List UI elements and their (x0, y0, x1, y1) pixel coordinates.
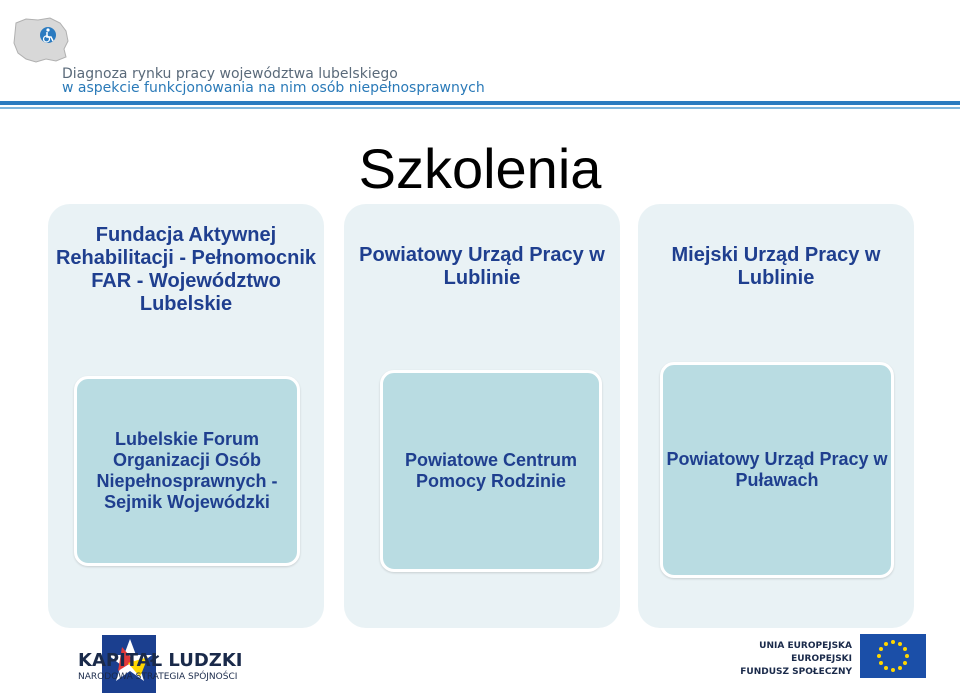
org-box: Lubelskie Forum Organizacji Osób Niepełnosprawnych - Sejmik Wojewódzki (74, 376, 300, 566)
header-title-line2: w aspekcie funkcjonowania na nim osób niepełnosprawnych (62, 80, 485, 96)
eu-line1: UNIA EUROPEJSKA (759, 641, 852, 651)
org-box: Powiatowy Urząd Pracy w Puławach (660, 362, 894, 578)
column-heading: Fundacja Aktywnej Rehabilitacji - Pełnomocnik FAR - Województwo Lubelskie (55, 224, 317, 315)
eu-text (740, 640, 852, 679)
poland-map-wheelchair-icon (10, 15, 74, 65)
kapital-ludzki-title: KAPITAŁ LUDZKI (78, 650, 243, 671)
kapital-ludzki-subtitle: NARODOWA STRATEGIA SPÓJNOŚCI (78, 672, 238, 682)
column-heading: Miejski Urząd Pracy w Lublinie (671, 244, 881, 289)
header-title-line1: Diagnoza rynku pracy województwa lubelskiego (62, 66, 398, 82)
column-far (48, 204, 324, 628)
org-box: Powiatowe Centrum Pomocy Rodzinie (380, 370, 602, 572)
page-title: Szkolenia (358, 137, 602, 200)
column-mup-lublin (638, 204, 914, 628)
header-divider (0, 101, 960, 105)
header-divider-thin (0, 107, 960, 109)
header (0, 0, 960, 112)
column-heading: Powiatowy Urząd Pracy w Lublinie (359, 244, 605, 289)
column-pup-lublin (344, 204, 620, 628)
eu-line3: FUNDUSZ SPOŁECZNY (740, 667, 852, 677)
eu-flag-icon (860, 634, 926, 678)
eu-line2: EUROPEJSKI (791, 654, 852, 664)
